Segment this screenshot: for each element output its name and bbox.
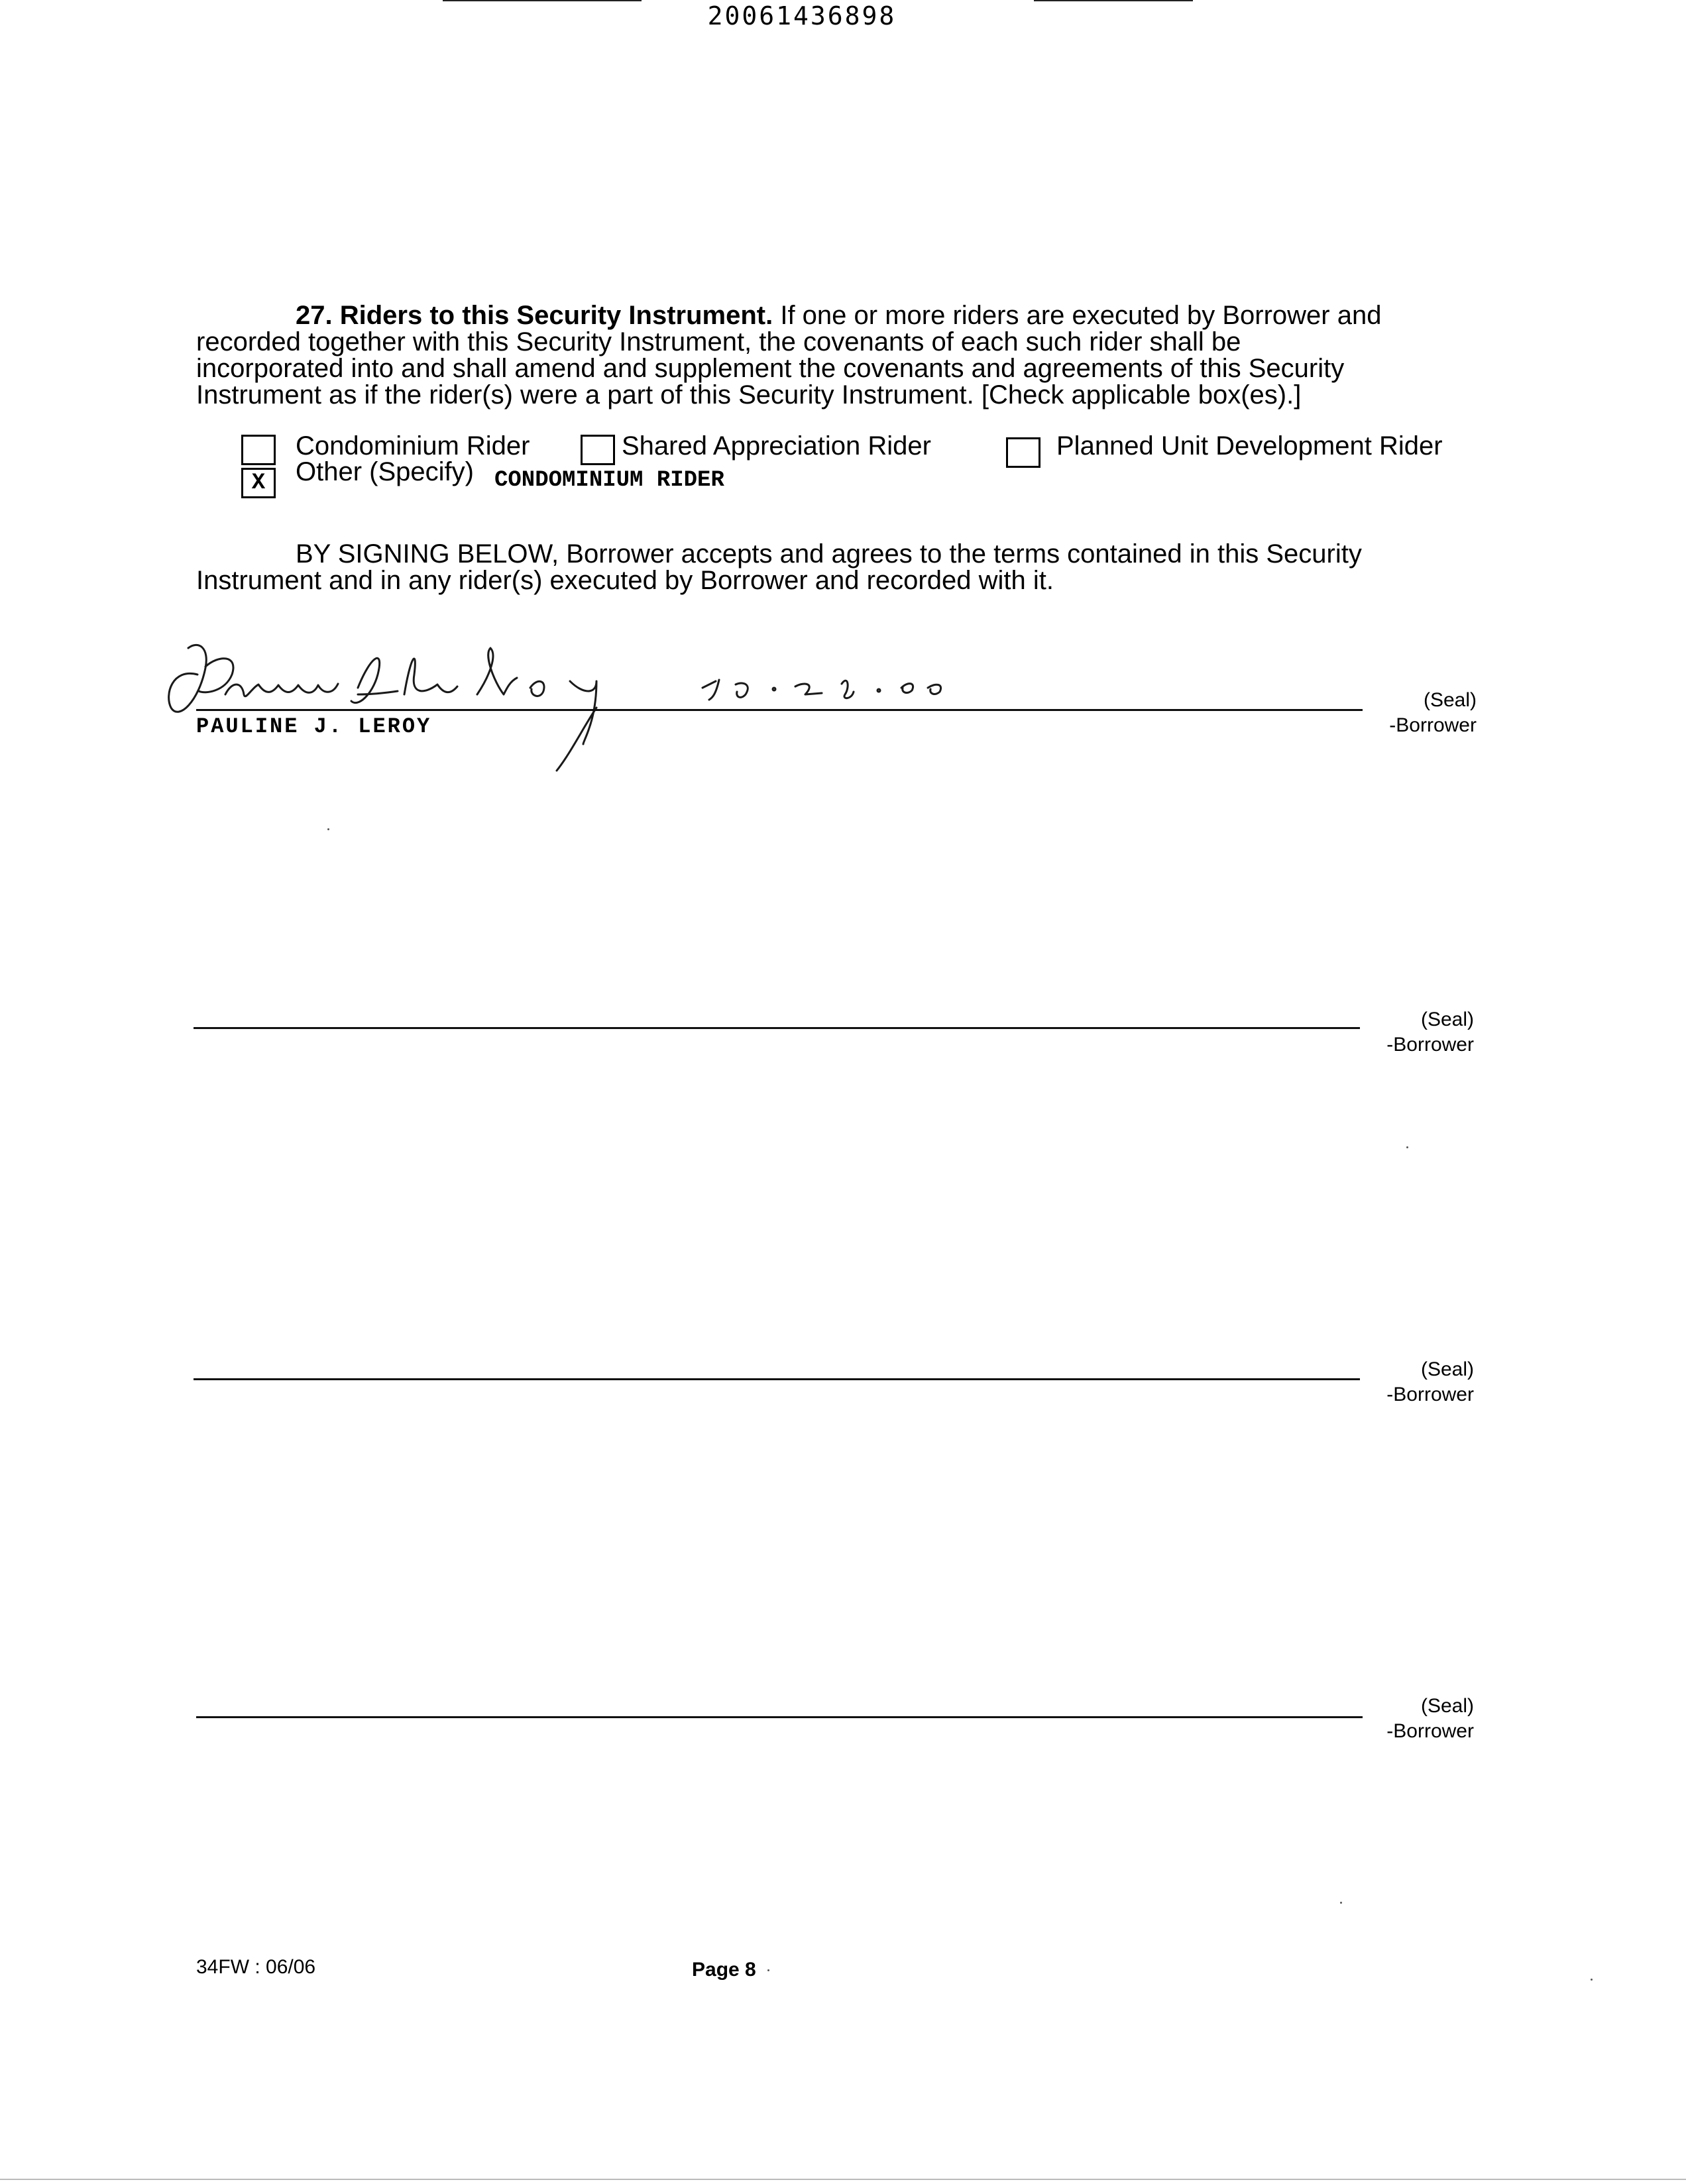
riders-paragraph: [196, 302, 1471, 408]
riders-text-line-2: recorded together with this Security Instrument, the covenants of each such rider shall be: [196, 327, 1241, 356]
riders-heading: 27. Riders to this Security Instrument.: [296, 301, 773, 330]
scan-speck: [1591, 1979, 1593, 1981]
seal-label-3: (Seal): [1420, 1358, 1474, 1380]
document-number: 20061436898: [707, 1, 897, 30]
shared-appreciation-rider-checkbox[interactable]: [581, 435, 615, 465]
other-rider-checkbox[interactable]: X: [241, 468, 276, 498]
shared-appreciation-rider-label: Shared Appreciation Rider: [622, 431, 931, 461]
signature-line-4[interactable]: [196, 1716, 1363, 1718]
page-number: Page 8: [692, 1959, 756, 1981]
planned-unit-development-rider-checkbox[interactable]: [1006, 437, 1040, 468]
riders-text-line-4: Instrument as if the rider(s) were a part of this Security Instrument. [Check applicable box(es).]: [196, 380, 1302, 410]
condominium-rider-label: Condominium Rider: [296, 431, 530, 461]
riders-text-line-1: If one or more riders are executed by Borrower and: [780, 301, 1382, 330]
form-code: 34FW : 06/06: [196, 1956, 316, 1978]
borrower-label-1: -Borrower: [1389, 714, 1477, 736]
scan-speck: [767, 1969, 769, 1971]
borrower-label-4: -Borrower: [1386, 1720, 1474, 1742]
seal-label-4: (Seal): [1420, 1695, 1474, 1717]
borrower-label-2: -Borrower: [1386, 1034, 1474, 1056]
seal-label-2: (Seal): [1420, 1009, 1474, 1030]
signing-statement: [196, 541, 1471, 594]
other-rider-specified: CONDOMINIUM RIDER: [494, 468, 724, 493]
other-rider-label: Other (Specify): [296, 457, 474, 486]
borrower-label-3: -Borrower: [1386, 1384, 1474, 1405]
borrower-printed-name: PAULINE J. LEROY: [196, 714, 432, 739]
signing-statement-line-2: Instrument and in any rider(s) executed by Borrower and recorded with it.: [196, 566, 1054, 595]
handwritten-signature: [159, 628, 1034, 781]
signing-statement-line-1: BY SIGNING BELOW, Borrower accepts and agrees to the terms contained in this Security: [296, 539, 1362, 569]
scan-speck: [327, 828, 329, 830]
signature-line-3[interactable]: [194, 1378, 1360, 1380]
scan-speck: [1406, 1146, 1408, 1148]
planned-unit-development-rider-label: Planned Unit Development Rider: [1056, 431, 1443, 461]
scan-speck: [1340, 1902, 1342, 1904]
seal-label-1: (Seal): [1423, 689, 1477, 711]
riders-text-line-3: incorporated into and shall amend and supplement the covenants and agreements of this Security: [196, 354, 1345, 383]
signature-line-1[interactable]: [196, 709, 1363, 711]
signature-line-2[interactable]: [194, 1027, 1360, 1029]
scan-edge-bottom: [0, 2179, 1686, 2180]
condominium-rider-checkbox[interactable]: [241, 435, 276, 465]
